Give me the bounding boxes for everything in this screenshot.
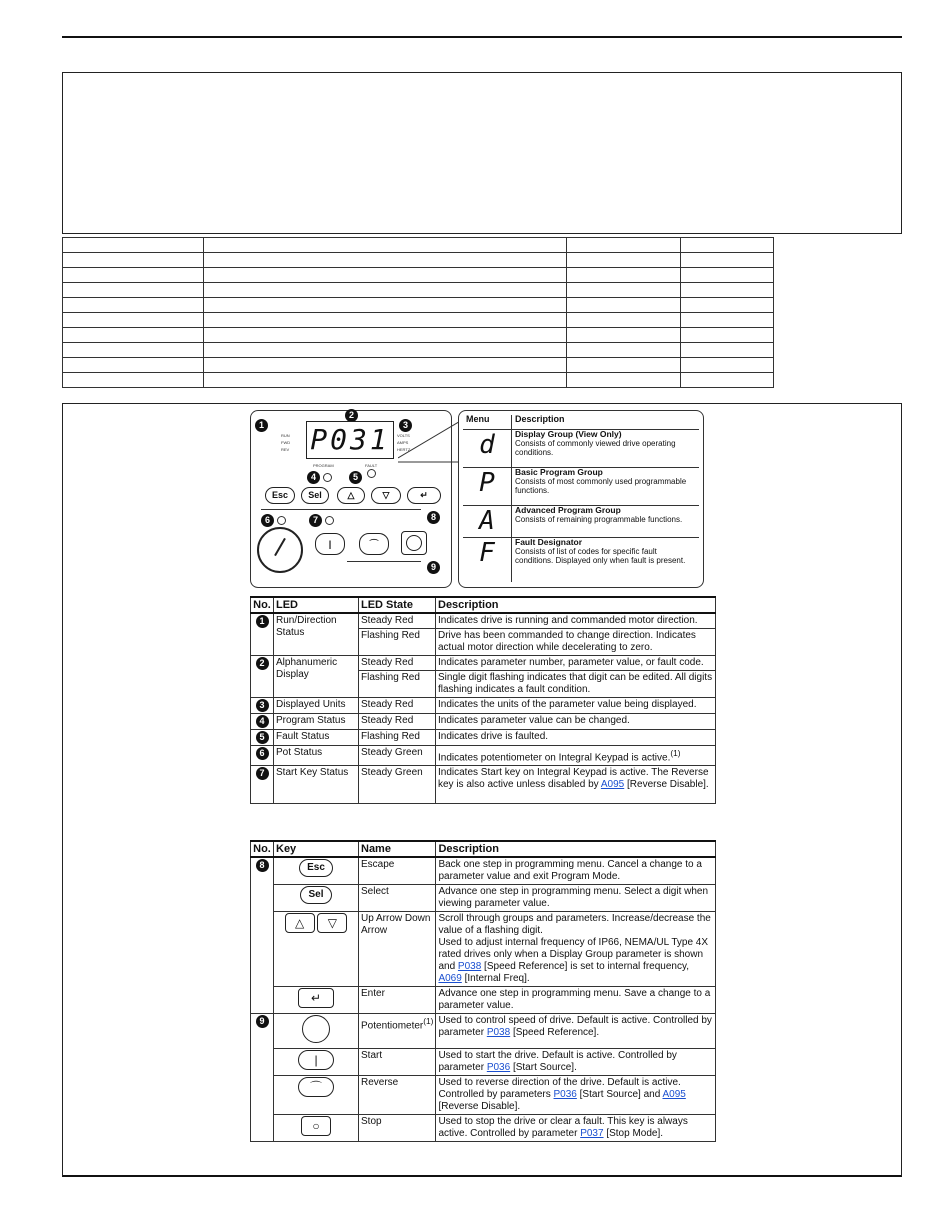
led-state: Flashing Red xyxy=(359,629,436,656)
menu-letter: F xyxy=(463,538,512,582)
key-desc: Used to stop the drive or clear a fault. This key is always active. Controlled by parameter xyxy=(438,1116,688,1139)
esc-key-icon: Esc xyxy=(299,859,333,877)
param-link[interactable]: P038 xyxy=(457,961,482,972)
key-name: Reverse xyxy=(359,1076,436,1115)
key-desc: Back one step in programming menu. Cancel a change to a parameter value and exit Program Mode. xyxy=(436,857,716,885)
row-number: 2 xyxy=(256,657,269,670)
esc-key[interactable]: Esc xyxy=(265,487,295,504)
key-name: Escape xyxy=(359,857,436,885)
row-number: 4 xyxy=(256,715,269,728)
row-number: 3 xyxy=(256,699,269,712)
key-desc-end: [Reverse Disable]. xyxy=(438,1101,521,1112)
menu-title: Display Group (View Only) xyxy=(515,429,622,439)
led-desc: Indicates drive is running and commanded motor direction. xyxy=(436,613,716,629)
led-state: Steady Green xyxy=(359,746,436,766)
volts-label: VOLTS xyxy=(397,433,410,438)
param-link[interactable]: A095 xyxy=(600,779,625,791)
menu-header: Menu xyxy=(463,415,512,430)
row-number: 6 xyxy=(256,747,269,760)
callout-1: 1 xyxy=(255,419,268,432)
start-key-icon: | xyxy=(298,1050,334,1070)
led-desc: Indicates potentiometer on Integral Keypad is active. xyxy=(438,752,671,764)
stop-key[interactable] xyxy=(401,531,427,555)
menu-title: Advanced Program Group xyxy=(515,505,621,515)
fault-led xyxy=(367,469,376,478)
callout-4: 4 xyxy=(307,471,320,484)
no-header: No. xyxy=(251,841,274,857)
menu-desc: Consists of most commonly used programmable functions. xyxy=(515,477,687,495)
key-desc-end: [Speed Reference]. xyxy=(510,1027,600,1038)
name-header: Name xyxy=(359,841,436,857)
param-link[interactable]: P037 xyxy=(580,1128,604,1139)
menu-desc: Consists of list of codes for specific fault conditions. Displayed only when fault is present. xyxy=(515,547,686,565)
row-number: 9 xyxy=(256,1015,269,1028)
key-desc-3: [Speed Reference] is set to internal frequency, xyxy=(481,961,689,972)
led-state: Steady Red xyxy=(359,698,436,714)
hertz-label: HERTZ xyxy=(397,447,411,452)
param-link[interactable]: A069 xyxy=(438,973,462,984)
keypad-divider xyxy=(261,509,421,510)
led-desc: Single digit flashing indicates that digit can be edited. All digits flashing indicates a fault condition. xyxy=(436,671,716,698)
key-desc: Used to control speed of drive. Default is active. Controlled by parameter xyxy=(438,1015,712,1038)
led-header: LED xyxy=(274,597,359,613)
param-link[interactable]: P036 xyxy=(486,1062,511,1073)
key-desc: Used to reverse direction of the drive. Default is active. Controlled by parameters xyxy=(438,1077,681,1100)
footnote-ref: (1) xyxy=(670,748,681,758)
led-name: Program Status xyxy=(274,714,359,730)
menu-desc: Consists of remaining programmable functions. xyxy=(515,515,683,524)
enter-key[interactable]: ↵ xyxy=(407,487,441,504)
key-table xyxy=(250,840,716,1142)
callout-3: 3 xyxy=(399,419,412,432)
program-label: PROGRAM xyxy=(313,463,334,468)
stop-circle-icon xyxy=(406,535,422,551)
led-state: Flashing Red xyxy=(359,671,436,698)
led-state: Steady Red xyxy=(359,613,436,629)
menu-letter: P xyxy=(463,468,512,506)
led-state-header: LED State xyxy=(359,597,436,613)
key-desc-end: [Start Source]. xyxy=(510,1062,577,1073)
key-desc: Used to start the drive. Default is active. Controlled by parameter xyxy=(438,1050,677,1073)
led-state: Steady Red xyxy=(359,714,436,730)
description-header: Description xyxy=(436,841,716,857)
no-header: No. xyxy=(251,597,274,613)
led-desc: Indicates parameter value can be changed. xyxy=(436,714,716,730)
led-table xyxy=(250,596,716,804)
callout-5: 5 xyxy=(349,471,362,484)
key-header: Key xyxy=(274,841,359,857)
callout-7: 7 xyxy=(309,514,322,527)
key-desc: Advance one step in programming menu. Save a change to a parameter value. xyxy=(436,987,716,1014)
row-number: 1 xyxy=(256,615,269,628)
up-arrow-icon: △ xyxy=(285,913,315,933)
key-name: Select xyxy=(359,885,436,912)
key-name: Start xyxy=(359,1049,436,1076)
keypad-divider-2 xyxy=(347,561,421,562)
menu-letter: A xyxy=(463,506,512,538)
menu-title: Fault Designator xyxy=(515,537,583,547)
led-name: Displayed Units xyxy=(274,698,359,714)
led-state: Steady Green xyxy=(359,766,436,804)
fwd-label: FWD xyxy=(281,440,291,445)
amps-label: AMPS xyxy=(397,440,409,445)
param-link[interactable]: P036 xyxy=(553,1089,577,1100)
led-state: Steady Red xyxy=(359,656,436,671)
pot-led xyxy=(277,516,286,525)
menu-letter: d xyxy=(463,430,512,468)
up-arrow-key[interactable]: △ xyxy=(337,487,365,504)
led-desc: Indicates parameter number, parameter value, or fault code. xyxy=(436,656,716,671)
stop-key-icon: ○ xyxy=(301,1116,331,1136)
fault-label: FAULT xyxy=(365,463,378,468)
reverse-key[interactable]: ⌒ xyxy=(359,533,389,555)
sel-key-icon: Sel xyxy=(300,886,331,904)
reverse-key-icon: ⌒ xyxy=(298,1077,334,1097)
key-desc: Scroll through groups and parameters. Increase/decrease the value of a flashing digit. xyxy=(438,913,711,936)
display-pointer-lines xyxy=(398,418,462,468)
down-arrow-key[interactable]: ▽ xyxy=(371,487,401,504)
menu-description-table xyxy=(458,410,704,588)
key-name: Potentiometer xyxy=(361,1020,424,1032)
param-link[interactable]: P038 xyxy=(486,1027,511,1038)
header-rule xyxy=(62,36,902,38)
param-link[interactable]: A095 xyxy=(662,1089,686,1100)
potentiometer-icon xyxy=(302,1015,330,1043)
key-name: Enter xyxy=(359,987,436,1014)
sel-key[interactable]: Sel xyxy=(301,487,329,504)
led-desc: Drive has been commanded to change direction. Indicates actual motor direction while decelerating to zero. xyxy=(436,629,716,656)
led-desc-end: [Reverse Disable]. xyxy=(624,779,709,791)
led-desc: Indicates drive is faulted. xyxy=(436,730,716,746)
callout-6: 6 xyxy=(261,514,274,527)
row-number: 7 xyxy=(256,767,269,780)
led-desc: Indicates Start key on Integral Keypad is active. The Reverse key is also active unless disabled by xyxy=(438,767,709,791)
led-name: Pot Status xyxy=(274,746,359,766)
key-desc-4: [Internal Freq]. xyxy=(461,973,530,984)
menu-desc: Consists of commonly viewed drive operating conditions. xyxy=(515,439,676,457)
pot-pointer-icon xyxy=(274,538,286,556)
key-name: Up Arrow Down Arrow xyxy=(359,912,436,987)
start-key[interactable]: | xyxy=(315,533,345,555)
led-name: Run/Direction Status xyxy=(274,613,359,656)
empty-grid-table xyxy=(62,237,774,388)
run-label: RUN xyxy=(281,433,290,438)
callout-9: 9 xyxy=(427,561,440,574)
description-header: Description xyxy=(436,597,716,613)
potentiometer-knob[interactable] xyxy=(257,527,303,573)
menu-title: Basic Program Group xyxy=(515,467,603,477)
down-arrow-icon: ▽ xyxy=(317,913,347,933)
key-desc-2: Used to adjust internal frequency of IP66, NEMA/UL Type 4X rated drives only when a Display Group parameter is shown and xyxy=(438,937,709,972)
led-desc: Indicates the units of the parameter value being displayed. xyxy=(436,698,716,714)
alphanumeric-display: P031 xyxy=(306,421,394,459)
key-name: Stop xyxy=(359,1115,436,1142)
key-desc: Advance one step in programming menu. Select a digit when viewing parameter value. xyxy=(436,885,716,912)
row-number: 5 xyxy=(256,731,269,744)
empty-frame-top xyxy=(62,72,902,234)
callout-2: 2 xyxy=(345,409,358,422)
key-desc-mid: [Start Source] and xyxy=(576,1089,663,1100)
enter-key-icon: ↵ xyxy=(298,988,334,1008)
start-key-led xyxy=(325,516,334,525)
led-name: Alphanumeric Display xyxy=(274,656,359,698)
key-desc-end: [Stop Mode]. xyxy=(603,1128,664,1139)
footnote-ref: (1) xyxy=(423,1016,434,1026)
led-state: Flashing Red xyxy=(359,730,436,746)
description-header: Description xyxy=(515,414,565,424)
led-name: Start Key Status xyxy=(274,766,359,804)
led-name: Fault Status xyxy=(274,730,359,746)
rev-label: REV xyxy=(281,447,290,452)
program-led xyxy=(323,473,332,482)
row-number: 8 xyxy=(256,859,269,872)
callout-8: 8 xyxy=(427,511,440,524)
